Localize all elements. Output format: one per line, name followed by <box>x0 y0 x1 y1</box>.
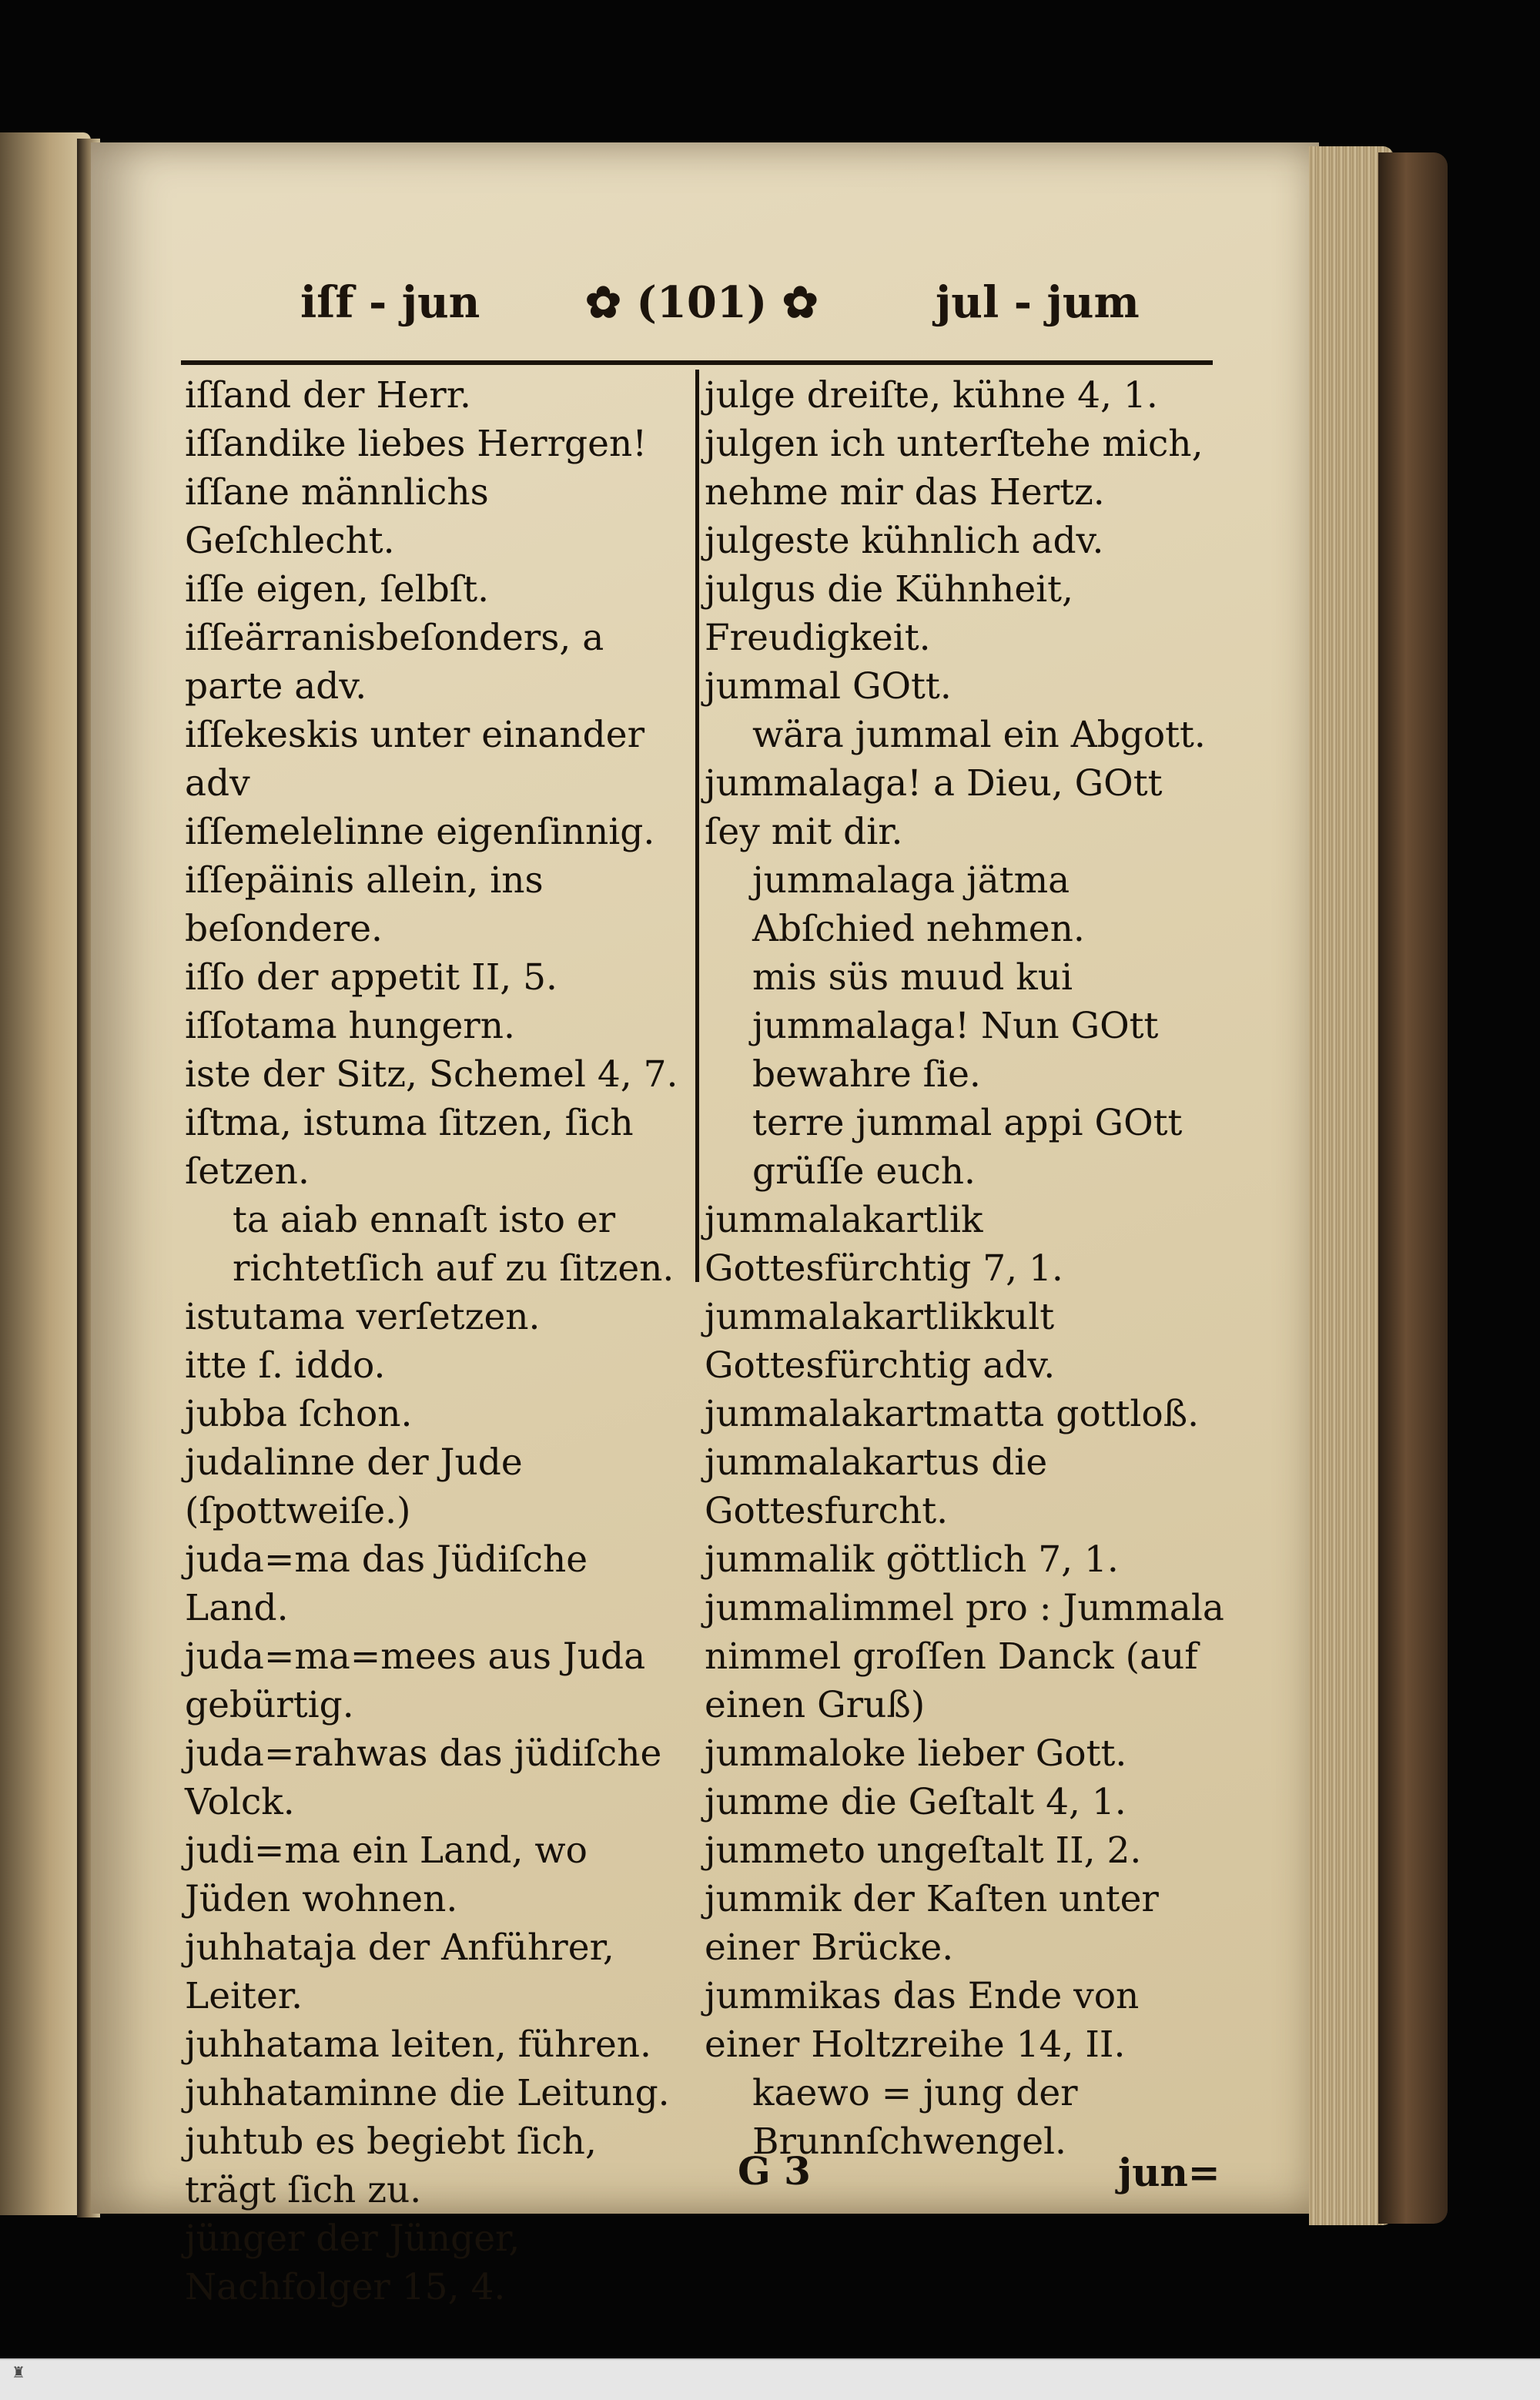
dictionary-entry: juda=rahwas das jüdiſche Volck. <box>185 1732 662 1823</box>
column-divider <box>695 370 699 1282</box>
dictionary-entry: jünger der Jünger, Nachfolger 15, 4. <box>185 2218 521 2308</box>
dictionary-entry: juhhataminne die Leitung. <box>185 2072 670 2114</box>
dictionary-entry: iſſepäinis allein, ins beſondere. <box>185 859 544 950</box>
dictionary-entry: jummalimmel pro : Jummala nimmel groſſen Danck (auf einen Gruß) <box>705 1587 1224 1726</box>
dictionary-entry: jummal GOtt. <box>705 665 952 708</box>
dictionary-entry: jummalaga jätma Abſchied nehmen. <box>752 859 1085 950</box>
dictionary-entry: julgeste kühnlich adv. <box>705 520 1104 562</box>
dictionary-entry: juda=ma=mees aus Juda gebürtig. <box>185 1635 646 1726</box>
dictionary-entry: iſſand der Herr. <box>185 374 471 417</box>
dictionary-entry: kaewo = jung der Brunnſchwengel. <box>752 2072 1078 2163</box>
dictionary-entry: jummalaga! a Dieu, GOtt ſey mit dir. <box>705 762 1163 853</box>
dictionary-entry: jummeto ungeſtalt II, 2. <box>705 1829 1142 1872</box>
dictionary-entry: judalinne der Jude (ſpottweiſe.) <box>185 1441 523 1532</box>
dictionary-entry: itte ſ. iddo. <box>185 1344 386 1387</box>
dictionary-entry: istutama verſetzen. <box>185 1296 541 1338</box>
dictionary-entry: jummaloke lieber Gott. <box>705 1732 1127 1775</box>
dictionary-entry: judi=ma ein Land, wo Jüden wohnen. <box>185 1829 588 1920</box>
viewer-bottom-bar <box>0 2358 1540 2400</box>
dictionary-entry: jummalakartmatta gottloß. <box>705 1393 1200 1435</box>
library-logo-icon: ♜ <box>12 2363 25 2382</box>
catchword: jun= <box>1118 2150 1220 2195</box>
book-cover-edge <box>1378 152 1448 2224</box>
dictionary-entry: jummalakartus die Gottesfurcht. <box>705 1441 1048 1532</box>
dictionary-entry: jummalakartlikkult Gottesfürchtig adv. <box>705 1296 1056 1387</box>
dictionary-entry: terre jummal appi GOtt grüſſe euch. <box>752 1102 1183 1193</box>
dictionary-entry: jummalik göttlich 7, 1. <box>705 1538 1119 1581</box>
dictionary-entry: iſſo der appetit II, 5. <box>185 956 557 999</box>
dictionary-entry: iſtma, istuma ſitzen, ſich ſetzen. <box>185 1102 634 1193</box>
left-column <box>185 371 681 2311</box>
dictionary-entry: iſſandike liebes Herrgen! <box>185 423 648 465</box>
dictionary-entry: juhhataja der Anführer, Leiter. <box>185 1926 614 2017</box>
dictionary-entry: iſſe eigen, ſelbſt. <box>185 568 490 611</box>
dictionary-entry: julge dreiſte, kühne 4, 1. <box>705 374 1158 417</box>
signature-mark: G 3 <box>738 2148 811 2194</box>
dictionary-entry: julgen ich unterſtehe mich, nehme mir das Hertz. <box>705 423 1204 514</box>
page-number: ✿ (101) ✿ <box>585 277 819 328</box>
dictionary-entry: iſſemelelinne eigenſinnig. <box>185 811 655 853</box>
header-right-guide: jul - jum <box>936 277 1140 328</box>
dictionary-entry: juhtub es begiebt ſich, trägt ſich zu. <box>185 2121 597 2211</box>
dictionary-entry: mis süs muud kui jummalaga! Nun GOtt bewahre ſie. <box>752 956 1159 1096</box>
dictionary-entry: iſſane männlichs Geſchlecht. <box>185 471 489 562</box>
dictionary-entry: juhhatama leiten, führen. <box>185 2023 651 2066</box>
dictionary-entry: jummikas das Ende von einer Holtzreihe 14, II. <box>705 1975 1140 2066</box>
dictionary-entry: ta aiab ennaſt isto er richtetſich auf zu ſitzen. <box>233 1199 675 1290</box>
dictionary-entry: iste der Sitz, Schemel 4, 7. <box>185 1053 678 1096</box>
dictionary-entry: iſſeärranisbeſonders, a parte adv. <box>185 617 604 708</box>
dictionary-entry: jummalakartlik Gottesfürchtig 7, 1. <box>705 1199 1063 1290</box>
right-column <box>705 371 1228 2166</box>
dictionary-entry: wära jummal ein Abgott. <box>752 714 1206 756</box>
dictionary-entry: iſſotama hungern. <box>185 1005 515 1047</box>
dictionary-entry: iſſekeskis unter einander adv <box>185 714 645 805</box>
dictionary-entry: jummik der Kaſten unter einer Brücke. <box>705 1878 1159 1969</box>
header-left-guide: iſf - jun <box>300 277 480 328</box>
dictionary-entry: jumme die Geſtalt 4, 1. <box>705 1781 1127 1823</box>
dictionary-entry: julgus die Kühnheit, Freudigkeit. <box>705 568 1073 659</box>
running-header <box>277 277 1147 346</box>
dictionary-entry: jubba ſchon. <box>185 1393 413 1435</box>
dictionary-entry: juda=ma das Jüdiſche Land. <box>185 1538 588 1629</box>
header-rule <box>181 360 1213 365</box>
